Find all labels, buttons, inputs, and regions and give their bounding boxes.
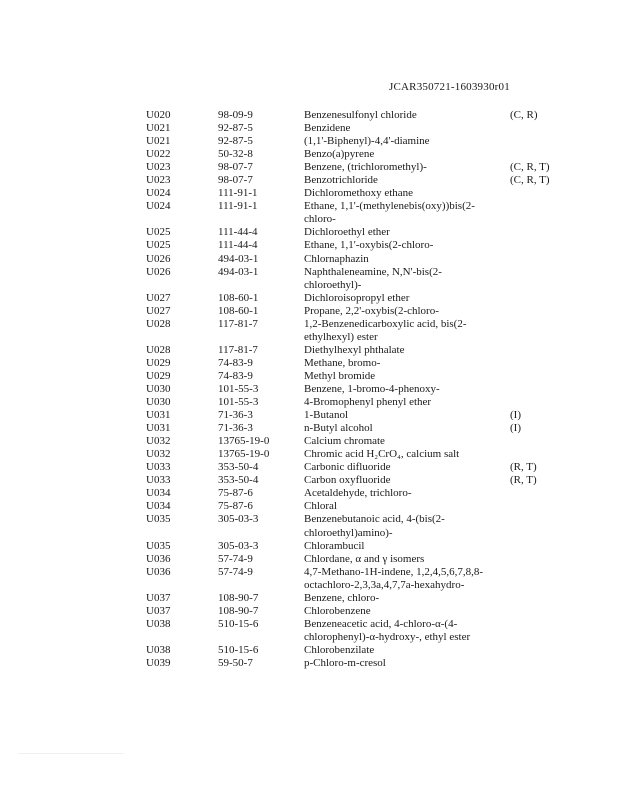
waste-code: U038 [146,617,171,630]
waste-code: U037 [146,604,171,617]
hazard-code [510,357,566,370]
chemical-name-line1: Methyl bromide [304,369,376,382]
table-row [146,566,566,592]
cas-number: 305-03-3 [218,539,259,552]
table-row [146,253,566,266]
chemical-name [304,370,510,383]
table-row [146,161,566,174]
chemical-name [304,657,510,670]
table-row [146,644,566,657]
chemical-name [304,109,510,122]
waste-code: U025 [146,226,171,239]
chemical-name-line1: Chloral [304,500,337,513]
chemical-name [304,187,510,200]
hazard-code [510,122,566,135]
hazard-code [510,657,566,670]
hazard-code [510,239,566,252]
cas-number: 353-50-4 [218,461,259,474]
hazard-code [510,305,566,318]
chemical-name [304,161,510,174]
hazard-code: (I) [510,422,521,435]
waste-code: U039 [146,656,171,669]
waste-code: U036 [146,552,171,565]
waste-code: U021 [146,122,171,135]
chemical-name-line1: Carbonic difluoride [304,461,391,474]
chemical-name-line1: Benzidene [304,122,351,135]
hazard-code: (R, T) [510,474,537,487]
cas-number: 111-91-1 [218,187,258,200]
chemical-name-line1: Calcium chromate [304,435,385,448]
chemical-name-line1: Chlorobenzilate [304,643,375,656]
document-id: JCAR350721-1603930r01 [389,81,510,93]
cas-number: 305-03-3 [218,513,259,526]
chemical-name [304,292,510,305]
table-row [146,370,566,383]
hazard-code [510,487,566,500]
waste-code: U024 [146,200,171,213]
hazard-code: (I) [510,409,521,422]
chemical-name-line1: Benzotrichloride [304,174,378,187]
chemical-name [304,566,510,592]
chemical-name [304,344,510,357]
chemical-name-line1: Propane, 2,2'-oxybis(2-chloro- [304,304,439,317]
waste-code: U029 [146,369,171,382]
cas-number: 101-55-3 [218,396,259,409]
chemical-name-line2: chloro- [304,213,336,226]
hazard-code [510,266,566,292]
footer-divider [18,753,124,754]
hazard-code: (R, T) [510,461,537,474]
chemical-name-line1: Methane, bromo- [304,356,381,369]
waste-code: U025 [146,239,171,252]
table-row [146,435,566,448]
chemical-name-line1: Chlordane, α and γ isomers [304,552,425,565]
cas-number: 92-87-5 [218,135,253,148]
waste-code: U029 [146,356,171,369]
waste-code: U028 [146,343,171,356]
chemical-name [304,540,510,553]
hazard-code [510,292,566,305]
hazard-code: (C, R, T) [510,174,550,187]
waste-code: U027 [146,291,171,304]
chemical-name-line1: Ethane, 1,1'-(methylenebis(oxy))bis(2- [304,200,475,213]
chemical-name [304,122,510,135]
hazard-code [510,553,566,566]
table-row [146,239,566,252]
table-row [146,318,566,344]
cas-number: 101-55-3 [218,382,259,395]
cas-number: 494-03-1 [218,252,259,265]
chemical-name [304,461,510,474]
hazard-code [510,513,566,539]
chemical-name-line2: ethylhexyl) ester [304,330,378,343]
cas-number: 98-07-7 [218,161,253,174]
table-row [146,200,566,226]
cas-number: 510-15-6 [218,643,259,656]
table-row [146,448,566,461]
table-row [146,305,566,318]
table-row [146,513,566,539]
table-row [146,605,566,618]
chemical-name [304,435,510,448]
chemical-name-line1: Dichloroethyl ether [304,226,390,239]
waste-code: U035 [146,513,171,526]
chemical-name [304,605,510,618]
chemical-name-line1: Dichloroisopropyl ether [304,291,410,304]
chemical-name [304,500,510,513]
cas-number: 50-32-8 [218,148,253,161]
chemical-name-line1: p-Chloro-m-cresol [304,656,386,669]
chemical-name [304,487,510,500]
chemical-name [304,644,510,657]
hazardous-waste-table [146,109,566,670]
chemical-name [304,553,510,566]
cas-number: 75-87-6 [218,500,253,513]
hazard-code [510,370,566,383]
hazard-code [510,396,566,409]
waste-code: U030 [146,396,171,409]
table-row [146,657,566,670]
cas-number: 108-90-7 [218,604,259,617]
hazard-code [510,592,566,605]
hazard-code [510,383,566,396]
chemical-name-line2: octachloro-2,3,3a,4,7,7a-hexahydro- [304,578,465,591]
chemical-name [304,266,510,292]
cas-number: 98-07-7 [218,174,253,187]
table-row [146,357,566,370]
cas-number: 108-60-1 [218,304,259,317]
hazard-code [510,318,566,344]
cas-number: 510-15-6 [218,617,259,630]
chemical-name-line1: Benzo(a)pyrene [304,148,375,161]
table-row [146,148,566,161]
chemical-name-line1: Dichloromethoxy ethane [304,187,414,200]
hazard-code [510,344,566,357]
waste-code: U036 [146,565,171,578]
chemical-name-line1: Chromic acid H₂CrO₄, calcium salt [304,448,460,461]
hazard-code [510,500,566,513]
chemical-name [304,422,510,435]
waste-code: U031 [146,422,171,435]
table-row [146,292,566,305]
chemical-name [304,174,510,187]
table-row [146,174,566,187]
hazard-code [510,226,566,239]
waste-code: U021 [146,135,171,148]
cas-number: 57-74-9 [218,565,253,578]
table-row [146,122,566,135]
chemical-name-line1: Naphthaleneamine, N,N'-bis(2- [304,265,442,278]
table-row [146,487,566,500]
waste-code: U033 [146,474,171,487]
chemical-name [304,474,510,487]
hazard-code: (C, R) [510,109,538,121]
hazard-code [510,148,566,161]
cas-number: 71-36-3 [218,409,253,422]
chemical-name [304,318,510,344]
chemical-name-line1: Diethylhexyl phthalate [304,343,405,356]
table-row [146,266,566,292]
chemical-name-line1: Carbon oxyfluoride [304,474,391,487]
chemical-name [304,513,510,539]
chemical-name [304,239,510,252]
chemical-name-line1: Ethane, 1,1'-oxybis(2-chloro- [304,239,434,252]
waste-code: U023 [146,174,171,187]
cas-number: 92-87-5 [218,122,253,135]
cas-number: 117-81-7 [218,317,258,330]
table-row [146,383,566,396]
chemical-name-line1: Benzene, (trichloromethyl)- [304,161,427,174]
chemical-name [304,200,510,226]
table-row [146,187,566,200]
hazard-code [510,618,566,644]
hazard-code [510,566,566,592]
chemical-name [304,253,510,266]
chemical-name-line1: Benzene, 1-bromo-4-phenoxy- [304,382,440,395]
cas-number: 13765-19-0 [218,448,270,461]
cas-number: 74-83-9 [218,356,253,369]
cas-number: 111-44-4 [218,226,258,239]
chemical-name-line1: Chlorambucil [304,539,365,552]
chemical-name [304,135,510,148]
chemical-name [304,305,510,318]
chemical-name-line1: 1-Butanol [304,409,348,422]
chemical-name [304,383,510,396]
table-row [146,461,566,474]
table-row [146,135,566,148]
waste-code: U028 [146,317,171,330]
chemical-name-line1: (1,1'-Biphenyl)-4,4'-diamine [304,135,430,148]
table-row [146,592,566,605]
table-row [146,396,566,409]
chemical-name [304,448,510,461]
table-row [146,474,566,487]
waste-code: U033 [146,461,171,474]
cas-number: 108-60-1 [218,291,259,304]
waste-code: U032 [146,448,171,461]
chemical-name-line1: 4-Bromophenyl phenyl ether [304,396,432,409]
chemical-name-line1: Acetaldehyde, trichloro- [304,487,412,500]
waste-code: U038 [146,643,171,656]
chemical-name-line2: chloroethyl)amino)- [304,526,393,539]
waste-code: U031 [146,409,171,422]
waste-code: U027 [146,304,171,317]
waste-code: U037 [146,591,171,604]
chemical-name-line1: Benzenesulfonyl chloride [304,109,417,121]
hazard-code [510,605,566,618]
chemical-name-line2: chloroethyl)- [304,278,362,291]
chemical-name-line1: Benzene, chloro- [304,591,380,604]
cas-number: 98-09-9 [218,109,253,121]
chemical-name [304,396,510,409]
table-row [146,344,566,357]
waste-code: U026 [146,252,171,265]
waste-code: U020 [146,109,171,121]
hazard-code [510,253,566,266]
cas-number: 108-90-7 [218,591,259,604]
cas-number: 117-81-7 [218,343,258,356]
waste-code: U030 [146,382,171,395]
waste-code: U035 [146,539,171,552]
chemical-name-line1: 1,2-Benzenedicarboxylic acid, bis(2- [304,317,467,330]
cas-number: 13765-19-0 [218,435,270,448]
waste-code: U022 [146,148,171,161]
waste-code: U034 [146,487,171,500]
table-row [146,409,566,422]
hazard-code [510,644,566,657]
cas-number: 494-03-1 [218,265,259,278]
chemical-name [304,148,510,161]
waste-code: U026 [146,265,171,278]
hazard-code [510,435,566,448]
hazard-code [510,448,566,461]
cas-number: 111-91-1 [218,200,258,213]
hazard-code [510,187,566,200]
hazard-code [510,540,566,553]
waste-code: U024 [146,187,171,200]
chemical-name-line1: Benzeneacetic acid, 4-chloro-α-(4- [304,617,458,630]
table-row [146,226,566,239]
waste-code: U032 [146,435,171,448]
chemical-name [304,357,510,370]
table-row [146,500,566,513]
hazard-code: (C, R, T) [510,161,550,174]
chemical-name-line2: chlorophenyl)-α-hydroxy-, ethyl ester [304,630,471,643]
hazard-code [510,200,566,226]
table-row [146,618,566,644]
hazard-code [510,135,566,148]
table-row [146,540,566,553]
chemical-name [304,409,510,422]
table-row [146,553,566,566]
table-row [146,422,566,435]
table-row [146,109,566,122]
waste-code: U023 [146,161,171,174]
chemical-name [304,618,510,644]
chemical-name-line1: Chlornaphazin [304,252,369,265]
cas-number: 71-36-3 [218,422,253,435]
chemical-name [304,592,510,605]
cas-number: 111-44-4 [218,239,258,252]
waste-code: U034 [146,500,171,513]
cas-number: 57-74-9 [218,552,253,565]
cas-number: 74-83-9 [218,369,253,382]
chemical-name-line1: Benzenebutanoic acid, 4-(bis(2- [304,513,445,526]
chemical-name [304,226,510,239]
cas-number: 75-87-6 [218,487,253,500]
cas-number: 353-50-4 [218,474,259,487]
chemical-name-line1: 4,7-Methano-1H-indene, 1,2,4,5,6,7,8,8- [304,565,484,578]
chemical-name-line1: n-Butyl alcohol [304,422,373,435]
cas-number: 59-50-7 [218,656,253,669]
chemical-name-line1: Chlorobenzene [304,604,371,617]
